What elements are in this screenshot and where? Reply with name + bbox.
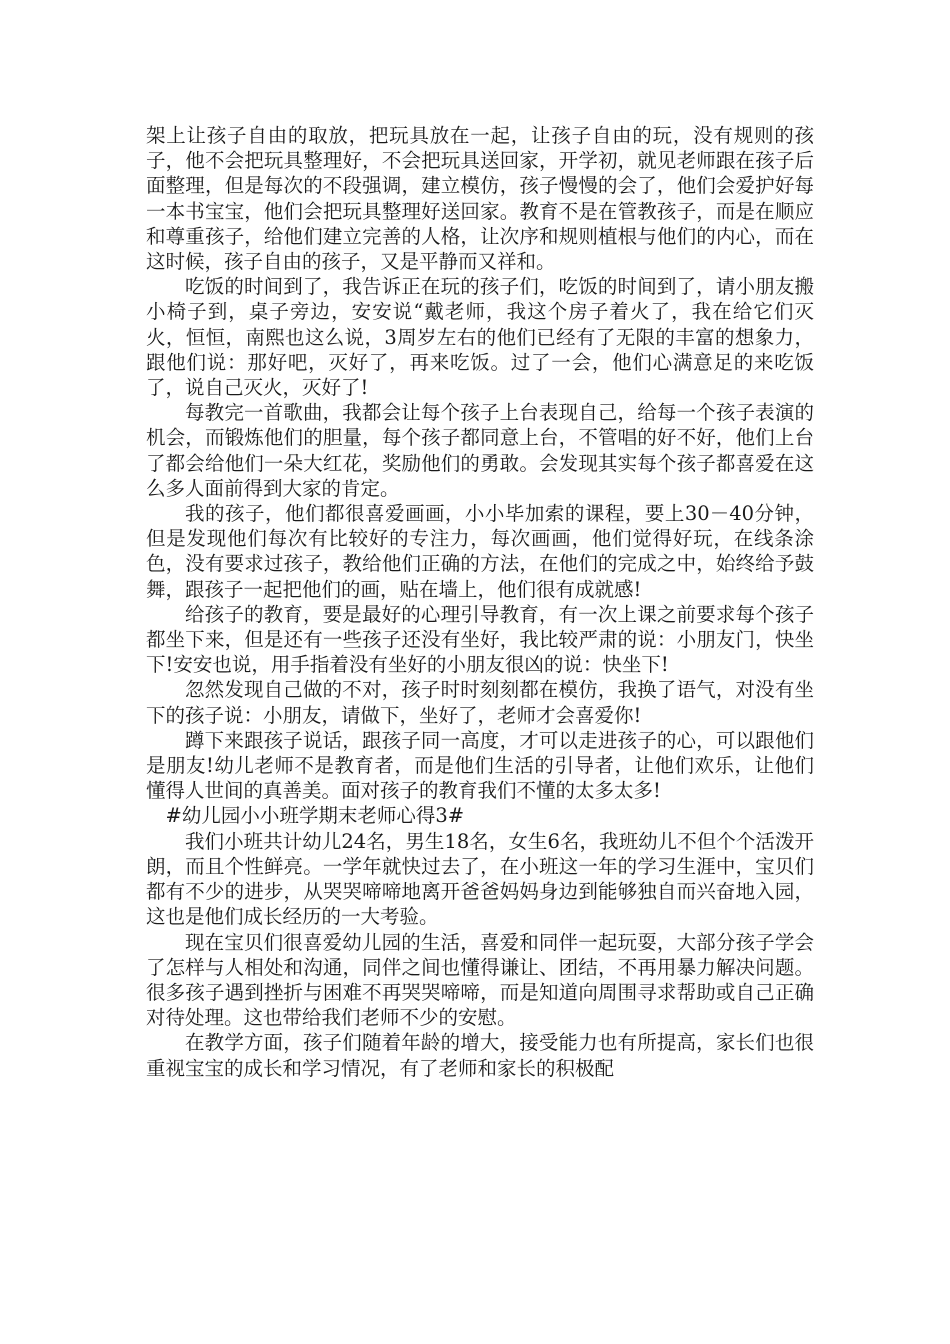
- paragraph: 蹲下来跟孩子说话，跟孩子同一高度，才可以走进孩子的心，可以跟他们是朋友!幼儿老师不是教育者，而是他们生活的引导者，让他们欢乐，让他们懂得人世间的真善美。面对孩子的教育我们不懂的太多太多!: [146, 728, 814, 803]
- paragraph: 吃饭的时间到了，我告诉正在玩的孩子们，吃饭的时间到了，请小朋友搬小椅子到，桌子旁边，安安说“戴老师，我这个房子着火了，我在给它们灭火，恒恒，南熙也这么说，3周岁左右的他们已经有了无限的丰富的想象力，跟他们说：那好吧，灭好了，再来吃饭。过了一会，他们心满意足的来吃饭了，说自己灭火，灭好了!: [146, 275, 814, 400]
- paragraph: 我们小班共计幼儿24名，男生18名，女生6名，我班幼儿不但个个活泼开朗，而且个性鲜亮。一学年就快过去了，在小班这一年的学习生涯中，宝贝们都有不少的进步，从哭哭啼啼地离开爸爸妈妈身边到能够独自而兴奋地入园，这也是他们成长经历的一大考验。: [146, 829, 814, 929]
- paragraph: 现在宝贝们很喜爱幼儿园的生活，喜爱和同伴一起玩耍，大部分孩子学会了怎样与人相处和沟通，同伴之间也懂得谦让、团结，不再用暴力解决问题。很多孩子遇到挫折与困难不再哭哭啼啼，而是知道向周围寻求帮助或自己正确对待处理。这也带给我们老师不少的安慰。: [146, 930, 814, 1030]
- paragraph: 架上让孩子自由的取放，把玩具放在一起，让孩子自由的玩，没有规则的孩子，他不会把玩具整理好，不会把玩具送回家，开学初，就见老师跟在孩子后面整理，但是每次的不段强调，建立模仿，孩子慢慢的会了，他们会爱护好每一本书宝宝，他们会把玩具整理好送回家。教育不是在管教孩子，而是在顺应和尊重孩子，给他们建立完善的人格，让次序和规则植根与他们的内心，而在这时候，孩子自由的孩子，又是平静而又祥和。: [146, 124, 814, 274]
- paragraph: 忽然发现自己做的不对，孩子时时刻刻都在模仿，我换了语气，对没有坐下的孩子说：小朋友，请做下，坐好了，老师才会喜爱你!: [146, 678, 814, 727]
- paragraph: 每教完一首歌曲，我都会让每个孩子上台表现自己，给每一个孩子表演的机会，而锻炼他们的胆量，每个孩子都同意上台，不管唱的好不好，他们上台了都会给他们一朵大红花，奖励他们的勇敢。会发现其实每个孩子都喜爱在这么多人面前得到大家的肯定。: [146, 401, 814, 500]
- paragraph: 给孩子的教育，要是最好的心理引导教育，有一次上课之前要求每个孩子都坐下来，但是还有一些孩子还没有坐好，我比较严肃的说：小朋友门，快坐下!安安也说，用手指着没有坐好的小朋友很凶的说：快坐下!: [146, 602, 814, 677]
- document-body: [146, 123, 814, 1081]
- paragraph: 在教学方面，孩子们随着年龄的增大，接受能力也有所提高，家长们也很重视宝宝的成长和学习情况，有了老师和家长的积极配: [146, 1031, 814, 1080]
- paragraph: 我的孩子，他们都很喜爱画画，小小毕加索的课程，要上30－40分钟，但是发现他们每次有比较好的专注力，每次画画，他们觉得好玩，在线条涂色，没有要求过孩子，教给他们正确的方法，在他们的完成之中，始终给予鼓舞，跟孩子一起把他们的画，贴在墙上，他们很有成就感!: [146, 502, 814, 601]
- section-heading: #幼儿园小小班学期末老师心得3#: [165, 804, 465, 828]
